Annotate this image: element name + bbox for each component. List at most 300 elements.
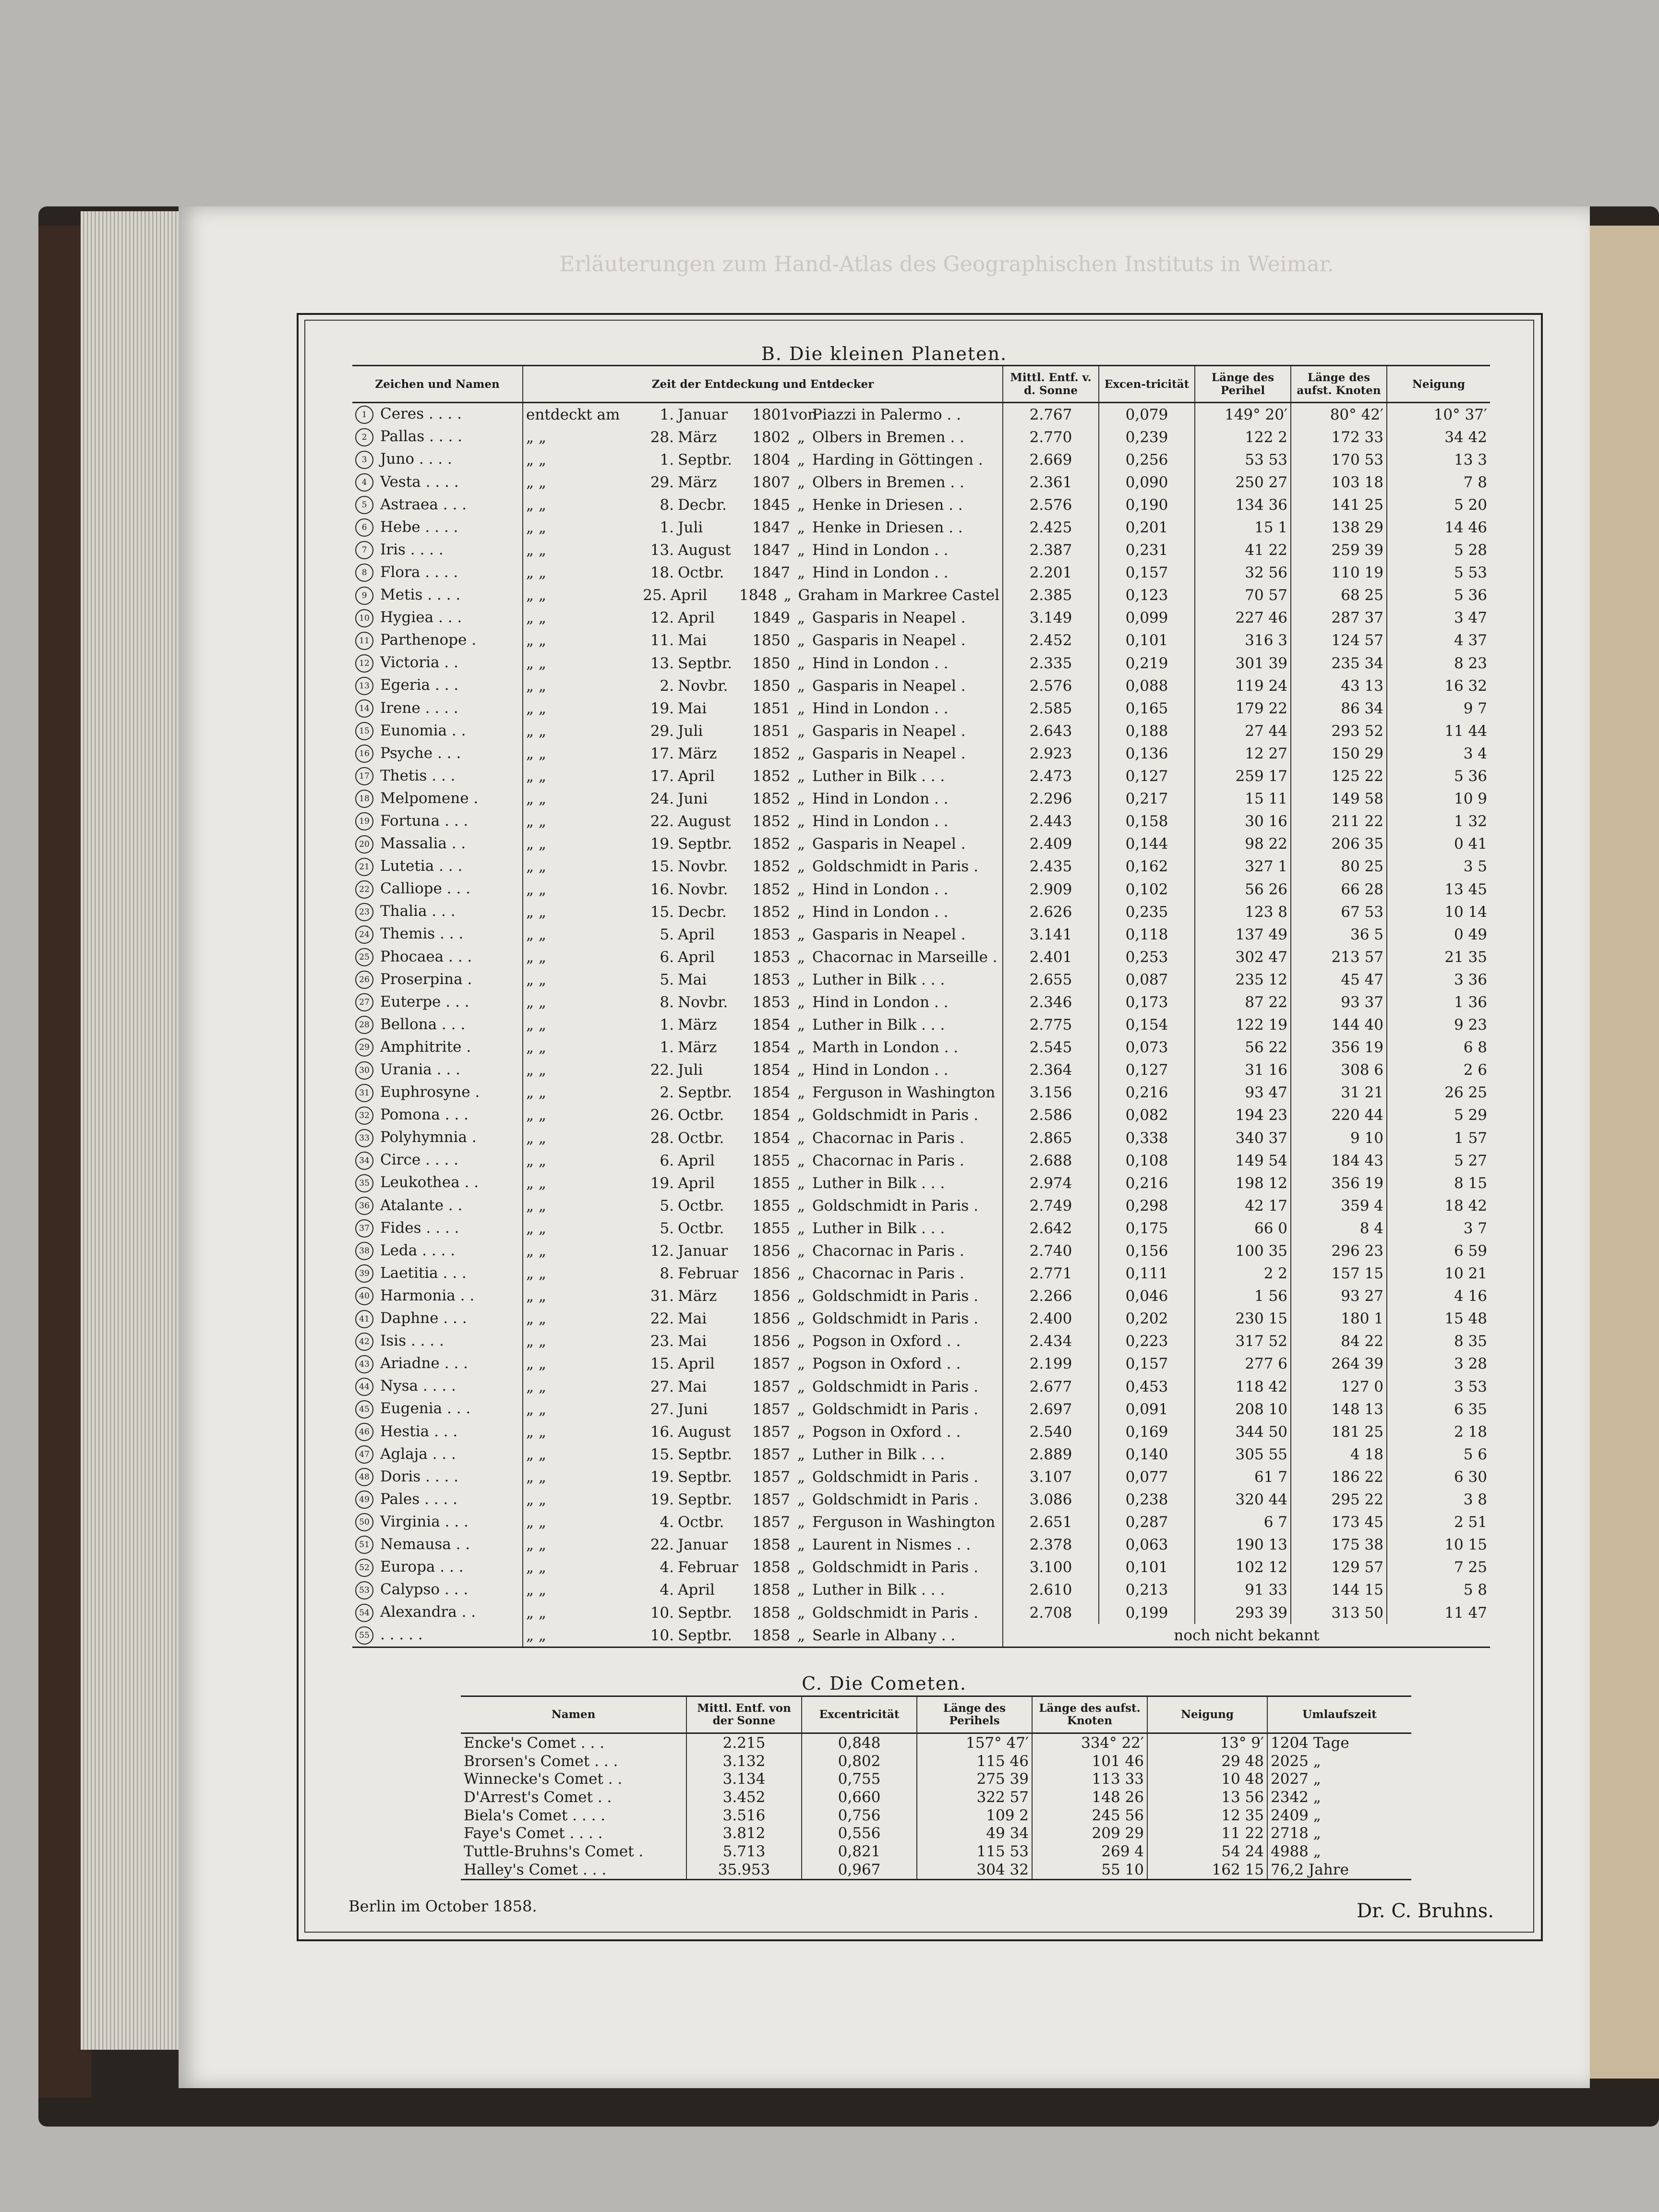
planets-table bbox=[352, 365, 1490, 1648]
eccentricity: 0,223 bbox=[1099, 1330, 1195, 1353]
inclination: 2 6 bbox=[1387, 1059, 1490, 1082]
node-longitude: 45 47 bbox=[1291, 968, 1387, 991]
planet-name: Doris . . . . bbox=[380, 1467, 458, 1485]
comet-period: 4988 „ bbox=[1267, 1842, 1411, 1861]
table-row bbox=[352, 1556, 1490, 1579]
discovery-ditto: „ bbox=[797, 1106, 805, 1124]
node-longitude: 186 22 bbox=[1291, 1466, 1387, 1488]
perihelion-longitude: 227 46 bbox=[1195, 607, 1291, 629]
discoverer: Gasparis in Neapel . bbox=[812, 722, 966, 740]
perihelion-longitude: 340 37 bbox=[1195, 1127, 1291, 1149]
discovery-ditto: „ bbox=[797, 699, 805, 717]
discoverer: Marth in London . . bbox=[812, 1039, 959, 1057]
table-row bbox=[352, 878, 1490, 901]
planet-name-cell bbox=[352, 426, 523, 448]
discovery-ditto: „ bbox=[797, 948, 805, 966]
eccentricity: 0,216 bbox=[1099, 1082, 1195, 1104]
eccentricity: 0,127 bbox=[1099, 765, 1195, 788]
node-longitude: 287 37 bbox=[1291, 607, 1387, 629]
inclination: 5 20 bbox=[1387, 493, 1490, 516]
discovery-month: Novbr. bbox=[678, 993, 728, 1011]
discovery-year: 1857 bbox=[752, 1468, 790, 1486]
discovery-month: Mai bbox=[678, 699, 707, 717]
table-row bbox=[352, 1534, 1490, 1556]
perihelion-longitude: 31 16 bbox=[1195, 1059, 1291, 1082]
perihelion-longitude: 137 49 bbox=[1195, 923, 1291, 946]
discovery-ditto: „ bbox=[797, 1355, 805, 1373]
perihelion-longitude: 327 1 bbox=[1195, 855, 1291, 878]
node-longitude: 9 10 bbox=[1291, 1127, 1387, 1149]
table-row bbox=[352, 1104, 1490, 1127]
discoverer: Henke in Driesen . . bbox=[812, 496, 963, 514]
table-row bbox=[352, 1511, 1490, 1534]
table-row bbox=[352, 1398, 1490, 1420]
discovery-ditto: „ bbox=[797, 1333, 805, 1350]
planet-name-cell bbox=[352, 652, 523, 674]
discovery-year: 1857 bbox=[752, 1423, 790, 1441]
eccentricity: 0,088 bbox=[1099, 674, 1195, 697]
footer-place-date: Berlin im October 1858. bbox=[349, 1897, 537, 1915]
planet-name-cell bbox=[352, 1556, 523, 1579]
discovery-month: Februar bbox=[678, 1559, 739, 1576]
discovery-day: 5. bbox=[660, 1197, 674, 1214]
discovery-year: 1852 bbox=[752, 768, 790, 785]
planet-name-cell bbox=[352, 697, 523, 720]
discovery-month: Septbr. bbox=[678, 654, 732, 672]
discoverer: Chacornac in Paris . bbox=[812, 1265, 964, 1283]
inclination: 8 23 bbox=[1387, 652, 1490, 674]
planet-name-cell bbox=[352, 1489, 523, 1511]
discovery-month: April bbox=[678, 768, 715, 785]
inclination: 11 47 bbox=[1387, 1601, 1490, 1624]
node-longitude: 150 29 bbox=[1291, 742, 1387, 765]
discovery-year: 1801 bbox=[752, 406, 790, 423]
planet-name: Euphrosyne . bbox=[380, 1083, 480, 1101]
inclination: 3 36 bbox=[1387, 968, 1490, 991]
discoverer: Luther in Bilk . . . bbox=[812, 1445, 945, 1463]
discoverer: Goldschmidt in Paris . bbox=[812, 1287, 978, 1305]
inclination: 6 35 bbox=[1387, 1398, 1490, 1420]
header-discovery: Zeit der Entdeckung und Entdecker bbox=[523, 366, 1003, 403]
perihelion-longitude: 56 22 bbox=[1195, 1036, 1291, 1059]
comet-eccentricity: 0,802 bbox=[802, 1752, 917, 1770]
discovery-ditto: „ bbox=[797, 632, 805, 649]
comet-node: 55 10 bbox=[1032, 1861, 1147, 1879]
table-row bbox=[352, 403, 1490, 426]
discovery-year: 1851 bbox=[752, 722, 790, 740]
discoverer: Luther in Bilk . . . bbox=[812, 971, 945, 988]
table-row bbox=[461, 1788, 1411, 1806]
discovery-cell bbox=[523, 403, 1003, 426]
discovery-month: Septbr. bbox=[678, 451, 732, 469]
inclination: 13 3 bbox=[1387, 448, 1490, 471]
discovery-ditto: „ bbox=[797, 1604, 805, 1622]
discovery-day: 16. bbox=[650, 1423, 674, 1441]
discovery-ditto: „ bbox=[797, 1197, 805, 1214]
discovery-prefix: „ „ bbox=[526, 541, 546, 559]
mean-distance: 2.767 bbox=[1003, 403, 1099, 426]
node-longitude: 172 33 bbox=[1291, 426, 1387, 448]
mean-distance: 2.443 bbox=[1003, 810, 1099, 833]
mean-distance: 2.385 bbox=[1003, 584, 1099, 607]
discovery-day: 5. bbox=[660, 971, 674, 988]
planet-name-cell bbox=[352, 878, 523, 901]
comet-mean-distance: 3.516 bbox=[686, 1806, 802, 1825]
inclination: 10 21 bbox=[1387, 1262, 1490, 1285]
mean-distance: 2.749 bbox=[1003, 1194, 1099, 1217]
discovery-prefix: „ „ bbox=[526, 654, 546, 672]
discovery-cell bbox=[523, 765, 1003, 788]
discovery-line bbox=[526, 1220, 999, 1237]
comet-header-distance: Mittl. Entf. von der Sonne bbox=[686, 1696, 802, 1733]
discovery-year: 1847 bbox=[752, 541, 790, 559]
comet-period: 2027 „ bbox=[1267, 1770, 1411, 1788]
planet-name-cell bbox=[352, 1420, 523, 1443]
discovery-month: Mai bbox=[678, 1333, 707, 1350]
planet-number-symbol: 25 bbox=[355, 948, 373, 966]
discovery-line bbox=[526, 1355, 999, 1372]
discovery-month: Mai bbox=[678, 1378, 707, 1395]
discovery-prefix: „ „ bbox=[526, 587, 546, 604]
eccentricity: 0,140 bbox=[1099, 1443, 1195, 1466]
discovery-prefix: „ „ bbox=[526, 745, 546, 762]
discovery-line bbox=[526, 541, 999, 559]
mean-distance: 2.346 bbox=[1003, 991, 1099, 1013]
discovery-ditto: „ bbox=[797, 903, 805, 921]
perihelion-longitude: 118 42 bbox=[1195, 1375, 1291, 1398]
discovery-line bbox=[526, 768, 999, 785]
eccentricity: 0,144 bbox=[1099, 833, 1195, 855]
header-perihelion: Länge des Perihel bbox=[1195, 366, 1291, 403]
eccentricity: 0,101 bbox=[1099, 629, 1195, 652]
inclination: 5 6 bbox=[1387, 1443, 1490, 1466]
planet-name-cell bbox=[352, 833, 523, 855]
node-longitude: 93 37 bbox=[1291, 991, 1387, 1013]
discovery-day: 4. bbox=[660, 1559, 674, 1576]
discovery-year: 1856 bbox=[752, 1333, 790, 1350]
discovery-ditto: „ bbox=[797, 1468, 805, 1486]
discovery-year: 1857 bbox=[752, 1514, 790, 1531]
discovery-cell bbox=[523, 629, 1003, 652]
planet-name-cell bbox=[352, 1217, 523, 1239]
discovery-cell bbox=[523, 426, 1003, 448]
mean-distance: 2.409 bbox=[1003, 833, 1099, 855]
discovery-month: Septbr. bbox=[678, 1468, 732, 1486]
discovery-ditto: „ bbox=[797, 1265, 805, 1283]
discovery-day: 25. bbox=[643, 587, 667, 604]
discovery-day: 28. bbox=[650, 1129, 674, 1147]
discoverer: Gasparis in Neapel . bbox=[812, 835, 966, 853]
discovery-day: 27. bbox=[650, 1400, 674, 1418]
planet-name: Leda . . . . bbox=[380, 1241, 456, 1259]
discovery-prefix: „ „ bbox=[526, 1061, 546, 1079]
comet-mean-distance: 3.812 bbox=[686, 1824, 802, 1842]
perihelion-longitude: 235 12 bbox=[1195, 968, 1291, 991]
planet-number-symbol: 36 bbox=[355, 1197, 373, 1215]
discovery-day: 8. bbox=[660, 496, 674, 514]
discovery-ditto: „ bbox=[797, 1152, 805, 1169]
discovery-line bbox=[526, 1559, 999, 1576]
discovery-line bbox=[526, 790, 999, 807]
comet-mean-distance: 2.215 bbox=[686, 1733, 802, 1752]
discovery-month: August bbox=[678, 813, 731, 830]
comet-perihelion: 275 39 bbox=[917, 1770, 1032, 1788]
inclination: 15 48 bbox=[1387, 1308, 1490, 1330]
discovery-month: April bbox=[678, 1174, 715, 1192]
footer-author: Dr. C. Bruhns. bbox=[1357, 1900, 1494, 1922]
inclination: 5 27 bbox=[1387, 1149, 1490, 1172]
discovery-ditto: „ bbox=[797, 1514, 805, 1531]
comet-mean-distance: 5.713 bbox=[686, 1842, 802, 1861]
comet-mean-distance: 3.132 bbox=[686, 1752, 802, 1770]
planet-name: Harmonia . . bbox=[380, 1286, 475, 1304]
planets-section-title: B. Die kleinen Planeten. bbox=[761, 343, 1008, 364]
perihelion-longitude: 179 22 bbox=[1195, 697, 1291, 720]
planet-number-symbol: 44 bbox=[355, 1378, 373, 1396]
planet-name: Calypso . . . bbox=[380, 1581, 469, 1599]
discovery-year: 1858 bbox=[752, 1581, 790, 1599]
planet-number-symbol: 42 bbox=[355, 1333, 373, 1351]
discovery-year: 1854 bbox=[752, 1061, 790, 1079]
inclination: 26 25 bbox=[1387, 1082, 1490, 1104]
discovery-ditto: „ bbox=[797, 1536, 805, 1554]
inclination: 8 15 bbox=[1387, 1172, 1490, 1194]
discovery-prefix: „ „ bbox=[526, 519, 546, 537]
inclination: 0 41 bbox=[1387, 833, 1490, 855]
discovery-month: Juli bbox=[678, 1061, 703, 1079]
discovery-prefix: „ „ bbox=[526, 1242, 546, 1260]
discovery-prefix: „ „ bbox=[526, 1559, 546, 1576]
comet-node: 113 33 bbox=[1032, 1770, 1147, 1788]
planet-name: Ariadne . . . bbox=[380, 1355, 468, 1372]
discovery-line bbox=[526, 1491, 999, 1508]
discovery-prefix: „ „ bbox=[526, 1514, 546, 1531]
comet-inclination: 11 22 bbox=[1147, 1824, 1267, 1842]
discovery-cell bbox=[523, 516, 1003, 539]
planet-name-cell bbox=[352, 1534, 523, 1556]
discovery-cell bbox=[523, 810, 1003, 833]
mean-distance: 2.775 bbox=[1003, 1014, 1099, 1036]
perihelion-longitude: 56 26 bbox=[1195, 878, 1291, 901]
table-row bbox=[352, 1443, 1490, 1466]
planet-number-symbol: 27 bbox=[355, 993, 373, 1011]
discovery-ditto: „ bbox=[797, 496, 805, 514]
discovery-month: Juli bbox=[678, 722, 703, 740]
planet-name-cell bbox=[352, 1624, 523, 1647]
discovery-ditto: „ bbox=[797, 428, 805, 446]
discoverer: Luther in Bilk . . . bbox=[812, 768, 945, 785]
mean-distance: 2.688 bbox=[1003, 1149, 1099, 1172]
mean-distance: 3.100 bbox=[1003, 1556, 1099, 1579]
discovery-ditto: „ bbox=[797, 541, 805, 559]
perihelion-longitude: 320 44 bbox=[1195, 1489, 1291, 1511]
perihelion-longitude: 134 36 bbox=[1195, 493, 1291, 516]
mean-distance: 2.651 bbox=[1003, 1511, 1099, 1534]
discovery-month: Octbr. bbox=[678, 1106, 724, 1124]
table-row bbox=[352, 1420, 1490, 1443]
planet-name: Pomona . . . bbox=[380, 1106, 469, 1124]
inclination: 3 7 bbox=[1387, 1217, 1490, 1239]
planet-number-symbol: 15 bbox=[355, 722, 373, 740]
discovery-day: 1. bbox=[660, 1039, 674, 1057]
discovery-month: März bbox=[678, 1016, 717, 1034]
document-page bbox=[179, 206, 1590, 2088]
planet-name: Melpomene . bbox=[380, 789, 479, 807]
table-row bbox=[461, 1752, 1411, 1770]
discovery-month: April bbox=[678, 1355, 715, 1373]
discovery-prefix: „ „ bbox=[526, 1310, 546, 1328]
node-longitude: 84 22 bbox=[1291, 1330, 1387, 1353]
discovery-year: 1855 bbox=[752, 1152, 790, 1169]
discovery-ditto: „ bbox=[797, 813, 805, 830]
inclination: 5 36 bbox=[1387, 584, 1490, 607]
planet-number-symbol: 3 bbox=[355, 451, 373, 469]
planet-number-symbol: 37 bbox=[355, 1219, 373, 1238]
discovery-prefix: „ „ bbox=[526, 699, 546, 717]
discovery-ditto: „ bbox=[797, 1084, 805, 1102]
table-row bbox=[352, 1624, 1490, 1647]
comet-period: 2025 „ bbox=[1267, 1752, 1411, 1770]
discovery-line bbox=[526, 745, 999, 762]
discovery-month: Mai bbox=[678, 632, 707, 649]
planet-number-symbol: 34 bbox=[355, 1152, 373, 1170]
planet-name-cell bbox=[352, 1239, 523, 1262]
planet-number-symbol: 29 bbox=[355, 1038, 373, 1057]
discovery-line bbox=[526, 519, 999, 536]
planet-name: Eunomia . . bbox=[380, 721, 466, 739]
comet-node: 269 4 bbox=[1032, 1842, 1147, 1861]
planet-number-symbol: 16 bbox=[355, 745, 373, 763]
planet-number-symbol: 30 bbox=[355, 1061, 373, 1080]
table-row bbox=[461, 1861, 1411, 1879]
discoverer: Chacornac in Paris . bbox=[812, 1152, 964, 1169]
node-longitude: 175 38 bbox=[1291, 1534, 1387, 1556]
discovery-line bbox=[526, 496, 999, 514]
table-row bbox=[352, 607, 1490, 629]
discovery-cell bbox=[523, 1082, 1003, 1104]
discovery-day: 2. bbox=[660, 1084, 674, 1102]
comets-header-row bbox=[461, 1696, 1411, 1733]
discovery-ditto: „ bbox=[797, 1310, 805, 1328]
discovery-prefix: „ „ bbox=[526, 1016, 546, 1034]
perihelion-longitude: 344 50 bbox=[1195, 1420, 1291, 1443]
node-longitude: 149 58 bbox=[1291, 788, 1387, 810]
planet-name-cell bbox=[352, 1059, 523, 1082]
node-longitude: 308 6 bbox=[1291, 1059, 1387, 1082]
discovery-year: 1857 bbox=[752, 1378, 790, 1395]
discovery-line bbox=[526, 1130, 999, 1147]
discovery-line bbox=[526, 1016, 999, 1034]
discoverer: Goldschmidt in Paris . bbox=[812, 1310, 978, 1328]
discovery-ditto: „ bbox=[797, 1016, 805, 1034]
discovery-year: 1850 bbox=[752, 654, 790, 672]
planet-name: Metis . . . . bbox=[380, 586, 461, 604]
planet-number-symbol: 22 bbox=[355, 880, 373, 899]
discoverer: Goldschmidt in Paris . bbox=[812, 1106, 978, 1124]
discovery-ditto: „ bbox=[797, 1423, 805, 1441]
planet-number-symbol: 24 bbox=[355, 926, 373, 944]
eccentricity: 0,238 bbox=[1099, 1489, 1195, 1511]
perihelion-longitude: 208 10 bbox=[1195, 1398, 1291, 1420]
node-longitude: 80° 42′ bbox=[1291, 403, 1387, 426]
discovery-day: 18. bbox=[650, 564, 674, 582]
planet-name: Aglaja . . . bbox=[380, 1445, 456, 1463]
planet-number-symbol: 41 bbox=[355, 1310, 373, 1328]
inclination: 5 8 bbox=[1387, 1579, 1490, 1601]
discovery-prefix: „ „ bbox=[526, 473, 546, 491]
node-longitude: 295 22 bbox=[1291, 1489, 1387, 1511]
discovery-month: Septbr. bbox=[678, 1604, 732, 1622]
discovery-day: 10. bbox=[650, 1626, 674, 1644]
perihelion-longitude: 15 1 bbox=[1195, 516, 1291, 539]
discovery-line bbox=[526, 1106, 999, 1124]
planet-number-symbol: 26 bbox=[355, 971, 373, 989]
discovery-line bbox=[526, 1061, 999, 1079]
planet-number-symbol: 13 bbox=[355, 677, 373, 695]
discovery-year: 1856 bbox=[752, 1265, 790, 1283]
discovery-ditto: „ bbox=[797, 1061, 805, 1079]
node-longitude: 235 34 bbox=[1291, 652, 1387, 674]
discovery-day: 1. bbox=[660, 519, 674, 537]
discovery-year: 1857 bbox=[752, 1400, 790, 1418]
discovery-line bbox=[526, 1378, 999, 1395]
discovery-prefix: „ „ bbox=[526, 1400, 546, 1418]
planet-number-symbol: 54 bbox=[355, 1604, 373, 1622]
node-longitude: 66 28 bbox=[1291, 878, 1387, 901]
comet-name: Faye's Comet . . . . bbox=[464, 1825, 603, 1842]
discoverer: Chacornac in Marseille . bbox=[812, 948, 998, 966]
planet-name: Ceres . . . . bbox=[380, 405, 462, 423]
node-longitude: 110 19 bbox=[1291, 562, 1387, 584]
running-head-bleedthrough: Erläuterungen zum Hand-Atlas des Geographischen Instituts in Weimar. bbox=[559, 252, 1334, 276]
perihelion-longitude: 53 53 bbox=[1195, 448, 1291, 471]
mean-distance: 2.361 bbox=[1003, 471, 1099, 493]
discovery-year: 1857 bbox=[752, 1445, 790, 1463]
mean-distance: 2.889 bbox=[1003, 1443, 1099, 1466]
planet-name: Hygiea . . . bbox=[380, 609, 462, 626]
discovery-cell bbox=[523, 448, 1003, 471]
discovery-cell bbox=[523, 1556, 1003, 1579]
planet-name-cell bbox=[352, 448, 523, 471]
planet-number-symbol: 43 bbox=[355, 1355, 373, 1373]
comet-perihelion: 322 57 bbox=[917, 1788, 1032, 1806]
discovery-month: März bbox=[678, 473, 717, 491]
discovery-month: Septbr. bbox=[678, 1626, 732, 1644]
discovery-day: 8. bbox=[660, 993, 674, 1011]
comet-perihelion: 157° 47′ bbox=[917, 1733, 1032, 1752]
discovery-prefix: „ „ bbox=[526, 858, 546, 876]
discoverer: Olbers in Bremen . . bbox=[812, 473, 964, 491]
comet-inclination: 13° 9′ bbox=[1147, 1733, 1267, 1752]
discovery-month: Septbr. bbox=[678, 1491, 732, 1509]
perihelion-longitude: 102 12 bbox=[1195, 1556, 1291, 1579]
mean-distance: 3.086 bbox=[1003, 1489, 1099, 1511]
discovery-line bbox=[526, 926, 999, 943]
planet-name-cell bbox=[352, 1194, 523, 1217]
mean-distance: 3.156 bbox=[1003, 1082, 1099, 1104]
planet-name-cell bbox=[352, 607, 523, 629]
planet-name-cell bbox=[352, 991, 523, 1013]
discovery-month: April bbox=[670, 587, 708, 604]
planet-name-cell bbox=[352, 1149, 523, 1172]
discovery-year: 1854 bbox=[752, 1016, 790, 1034]
comet-header-name: Namen bbox=[461, 1696, 686, 1733]
discovery-month: Septbr. bbox=[678, 1084, 732, 1102]
comet-header-node: Länge des aufst. Knoten bbox=[1032, 1696, 1147, 1733]
inclination: 4 16 bbox=[1387, 1285, 1490, 1308]
mean-distance: 2.771 bbox=[1003, 1262, 1099, 1285]
discovery-line bbox=[526, 858, 999, 875]
